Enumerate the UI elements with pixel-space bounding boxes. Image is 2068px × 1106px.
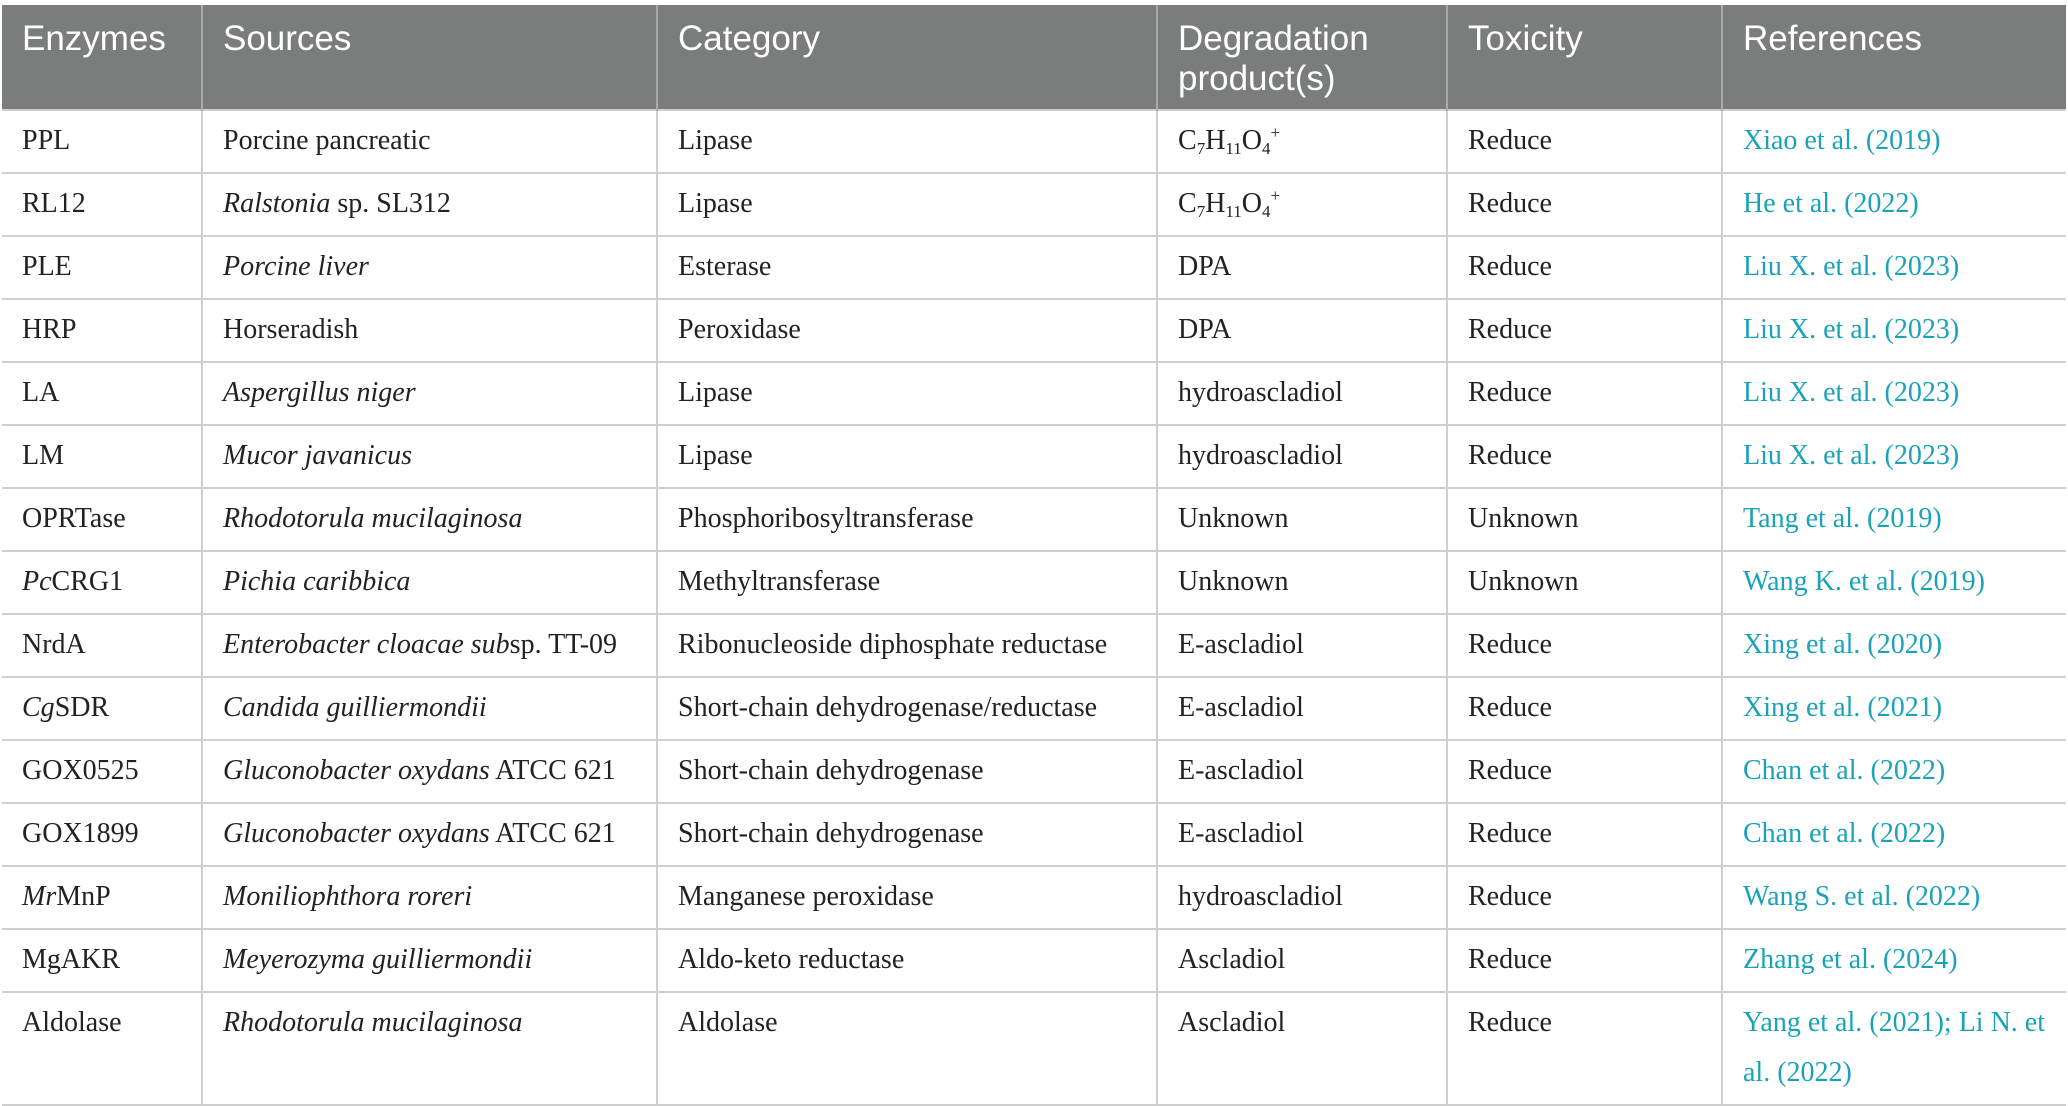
reference-link[interactable]: Chan et al. (2022) xyxy=(1722,803,2066,866)
toxicity-cell: Reduce xyxy=(1447,614,1722,677)
product-cell: E-ascladiol xyxy=(1157,677,1447,740)
source-cell xyxy=(202,614,657,677)
category-cell: Short-chain dehydrogenase/reductase xyxy=(657,677,1157,740)
toxicity-cell: Reduce xyxy=(1447,362,1722,425)
text: sp. SL312 xyxy=(330,188,451,219)
header-row xyxy=(2,5,2066,110)
table-row xyxy=(2,425,2066,488)
reference-link[interactable]: Liu X. et al. (2023) xyxy=(1722,299,2066,362)
enzyme-cell xyxy=(2,677,202,740)
toxicity-cell: Unknown xyxy=(1447,488,1722,551)
reference-link[interactable]: Yang et al. (2021); Li N. et al. (2022) xyxy=(1722,992,2066,1105)
category-cell: Phosphoribosyltransferase xyxy=(657,488,1157,551)
text: LA xyxy=(22,377,60,408)
reference-link[interactable]: Xing et al. (2021) xyxy=(1722,677,2066,740)
text: PLE xyxy=(22,251,72,282)
toxicity-cell: Reduce xyxy=(1447,236,1722,299)
enzyme-cell xyxy=(2,362,202,425)
product-cell: Ascladiol xyxy=(1157,992,1447,1105)
italic-text: Gluconobacter oxydans xyxy=(223,818,490,849)
source-cell xyxy=(202,740,657,803)
category-cell: Aldolase xyxy=(657,992,1157,1105)
category-cell: Lipase xyxy=(657,173,1157,236)
enzyme-cell xyxy=(2,803,202,866)
category-cell: Esterase xyxy=(657,236,1157,299)
enzyme-cell xyxy=(2,299,202,362)
column-header: Category xyxy=(657,5,1157,110)
italic-text: Pc xyxy=(22,566,52,597)
reference-link[interactable]: Liu X. et al. (2023) xyxy=(1722,236,2066,299)
enzyme-cell xyxy=(2,236,202,299)
text: ATCC 621 xyxy=(489,818,616,849)
enzyme-cell xyxy=(2,173,202,236)
formula-subscript: 7 xyxy=(1196,139,1206,158)
formula-subscript: 4 xyxy=(1262,202,1271,221)
category-cell: Ribonucleoside diphosphate reductase xyxy=(657,614,1157,677)
source-cell xyxy=(202,299,657,362)
column-header: Enzymes xyxy=(2,5,202,110)
reference-link[interactable]: Chan et al. (2022) xyxy=(1722,740,2066,803)
toxicity-cell: Unknown xyxy=(1447,551,1722,614)
table-row xyxy=(2,992,2066,1105)
reference-link[interactable]: Zhang et al. (2024) xyxy=(1722,929,2066,992)
italic-text: Ralstonia xyxy=(223,188,331,219)
italic-text: Aspergillus niger xyxy=(223,377,416,408)
product-cell: E-ascladiol xyxy=(1157,740,1447,803)
table-row xyxy=(2,173,2066,236)
text: sp. TT-09 xyxy=(509,629,618,660)
toxicity-cell: Reduce xyxy=(1447,425,1722,488)
category-cell: Aldo-keto reductase xyxy=(657,929,1157,992)
text: LM xyxy=(22,440,64,471)
toxicity-cell: Reduce xyxy=(1447,803,1722,866)
table-row xyxy=(2,929,2066,992)
category-cell: Short-chain dehydrogenase xyxy=(657,740,1157,803)
product-cell: $C_7H_{11}O_4^+$ xyxy=(1157,173,1447,236)
text: ATCC 621 xyxy=(489,755,616,786)
source-cell xyxy=(202,992,657,1105)
toxicity-cell: Reduce xyxy=(1447,110,1722,173)
table-body xyxy=(2,110,2066,1105)
text: Porcine pancreatic xyxy=(223,125,431,156)
source-cell xyxy=(202,929,657,992)
formula-subscript: 4 xyxy=(1262,139,1271,158)
table-row xyxy=(2,677,2066,740)
reference-link[interactable]: Wang K. et al. (2019) xyxy=(1722,551,2066,614)
text: Aldolase xyxy=(22,1007,122,1038)
formula-subscript: 7 xyxy=(1196,202,1206,221)
source-cell xyxy=(202,677,657,740)
formula-subscript: 11 xyxy=(1225,202,1242,221)
product-cell: E-ascladiol xyxy=(1157,803,1447,866)
toxicity-cell: Reduce xyxy=(1447,740,1722,803)
source-cell xyxy=(202,803,657,866)
table-row xyxy=(2,299,2066,362)
category-cell: Manganese peroxidase xyxy=(657,866,1157,929)
italic-text: Mucor javanicus xyxy=(223,440,412,471)
product-cell: hydroascladiol xyxy=(1157,866,1447,929)
reference-link[interactable]: Wang S. et al. (2022) xyxy=(1722,866,2066,929)
formula-subscript: 11 xyxy=(1225,139,1242,158)
column-header: Sources xyxy=(202,5,657,110)
enzyme-cell xyxy=(2,110,202,173)
italic-text: Cg xyxy=(22,692,55,723)
table-row xyxy=(2,236,2066,299)
product-cell: Unknown xyxy=(1157,488,1447,551)
enzyme-cell xyxy=(2,614,202,677)
reference-link[interactable]: Liu X. et al. (2023) xyxy=(1722,362,2066,425)
text: RL12 xyxy=(22,188,86,219)
text: SDR xyxy=(54,692,110,723)
source-cell xyxy=(202,425,657,488)
enzyme-cell xyxy=(2,740,202,803)
reference-link[interactable]: Xiao et al. (2019) xyxy=(1722,110,2066,173)
table-row xyxy=(2,803,2066,866)
product-cell: DPA xyxy=(1157,299,1447,362)
italic-text: Meyerozyma guilliermondii xyxy=(223,944,533,975)
table-row xyxy=(2,488,2066,551)
enzyme-cell xyxy=(2,488,202,551)
reference-link[interactable]: Tang et al. (2019) xyxy=(1722,488,2066,551)
italic-text: Pichia caribbica xyxy=(223,566,411,597)
column-header: Degradation product(s) xyxy=(1157,5,1447,110)
formula-charge: + xyxy=(1270,123,1281,142)
source-cell xyxy=(202,173,657,236)
italic-text: Rhodotorula mucilaginosa xyxy=(223,503,523,534)
table-row xyxy=(2,614,2066,677)
text: MnP xyxy=(56,881,111,912)
text: NrdA xyxy=(22,629,86,660)
enzyme-cell xyxy=(2,866,202,929)
product-cell: hydroascladiol xyxy=(1157,362,1447,425)
table-row xyxy=(2,362,2066,425)
table-row xyxy=(2,110,2066,173)
category-cell: Lipase xyxy=(657,362,1157,425)
table-row xyxy=(2,551,2066,614)
text: OPRTase xyxy=(22,503,126,534)
italic-text: Candida guilliermondii xyxy=(223,692,487,723)
text: Horseradish xyxy=(223,314,359,345)
category-cell: Lipase xyxy=(657,425,1157,488)
source-cell xyxy=(202,236,657,299)
text: GOX0525 xyxy=(22,755,139,786)
formula-charge: + xyxy=(1270,186,1281,205)
toxicity-cell: Reduce xyxy=(1447,866,1722,929)
product-cell: Ascladiol xyxy=(1157,929,1447,992)
source-cell xyxy=(202,488,657,551)
category-cell: Lipase xyxy=(657,110,1157,173)
source-cell xyxy=(202,110,657,173)
enzyme-cell xyxy=(2,992,202,1105)
text: PPL xyxy=(22,125,71,156)
reference-link[interactable]: Liu X. et al. (2023) xyxy=(1722,425,2066,488)
product-cell: hydroascladiol xyxy=(1157,425,1447,488)
toxicity-cell: Reduce xyxy=(1447,299,1722,362)
enzyme-cell xyxy=(2,425,202,488)
product-cell: E-ascladiol xyxy=(1157,614,1447,677)
enzyme-table xyxy=(2,5,2066,1106)
category-cell: Short-chain dehydrogenase xyxy=(657,803,1157,866)
table-row xyxy=(2,866,2066,929)
source-cell xyxy=(202,362,657,425)
toxicity-cell: Reduce xyxy=(1447,929,1722,992)
source-cell xyxy=(202,866,657,929)
category-cell: Peroxidase xyxy=(657,299,1157,362)
table-row xyxy=(2,740,2066,803)
italic-text: Enterobacter cloacae sub xyxy=(223,629,510,660)
product-cell: DPA xyxy=(1157,236,1447,299)
italic-text: Mr xyxy=(22,881,57,912)
category-cell: Methyltransferase xyxy=(657,551,1157,614)
text: GOX1899 xyxy=(22,818,139,849)
source-cell xyxy=(202,551,657,614)
text: CRG1 xyxy=(51,566,124,597)
column-header: Toxicity xyxy=(1447,5,1722,110)
toxicity-cell: Reduce xyxy=(1447,992,1722,1105)
text: HRP xyxy=(22,314,77,345)
toxicity-cell: Reduce xyxy=(1447,677,1722,740)
toxicity-cell: Reduce xyxy=(1447,173,1722,236)
product-cell: Unknown xyxy=(1157,551,1447,614)
reference-link[interactable]: Xing et al. (2020) xyxy=(1722,614,2066,677)
product-cell: $C_7H_{11}O_4^+$ xyxy=(1157,110,1447,173)
italic-text: Porcine liver xyxy=(223,251,369,282)
reference-link[interactable]: He et al. (2022) xyxy=(1722,173,2066,236)
text: MgAKR xyxy=(22,944,121,975)
italic-text: Rhodotorula mucilaginosa xyxy=(223,1007,523,1038)
column-header: References xyxy=(1722,5,2066,110)
enzyme-cell xyxy=(2,929,202,992)
enzyme-cell xyxy=(2,551,202,614)
italic-text: Moniliophthora roreri xyxy=(223,881,473,912)
italic-text: Gluconobacter oxydans xyxy=(223,755,490,786)
